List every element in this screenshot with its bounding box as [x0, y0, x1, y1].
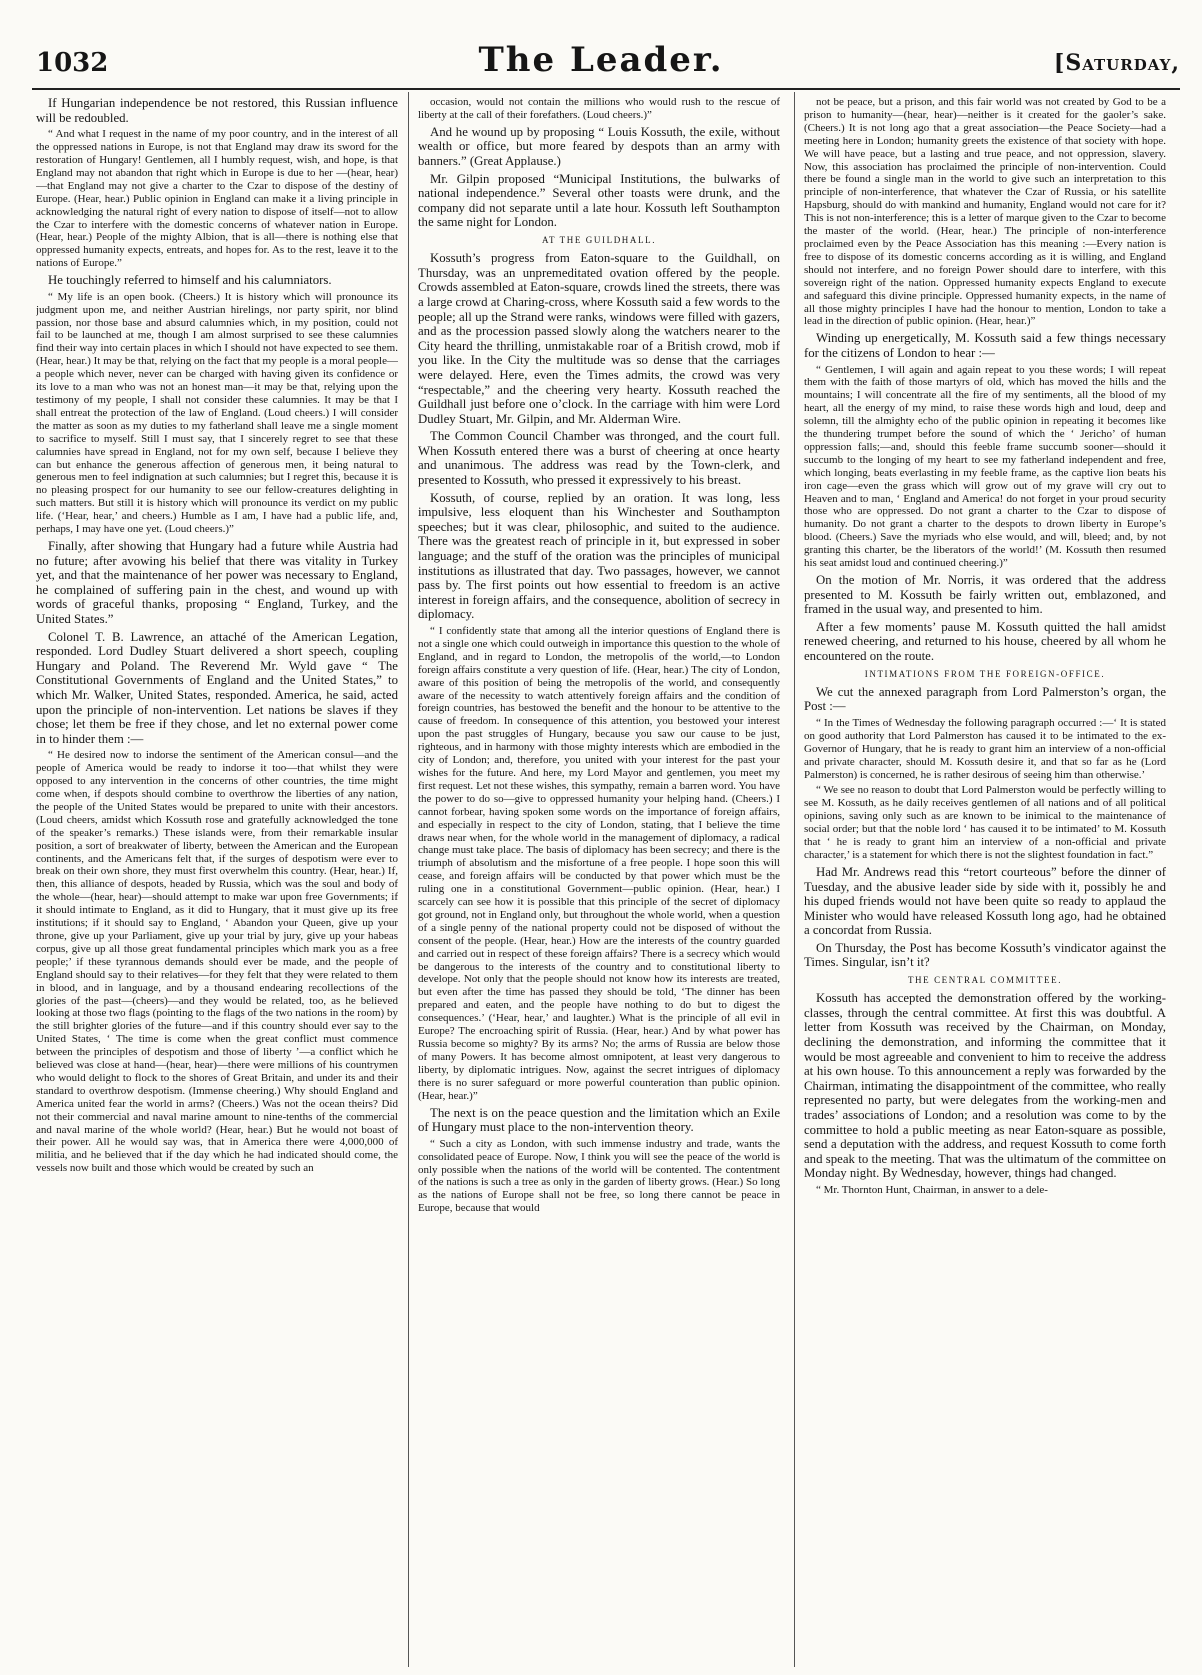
article-paragraph: “ And what I request in the name of my poor country, and in the interest of all the oppressed nations in Europe, is not that England may draw its sword for the restoration of Hungary! Gentlemen, all I humbly request, wish, and hope, is that England may not abandon that right which in Europe is due to her —(hear, hear)—that England may not give a charter to the Czar to dispose of the destiny of Europe. (Hear, hear.) Public opinion in England can make it a living principle in acknowledging the natural right of every nation to dispose of itself—not to allow the Czar to interfere with the domestic concerns of whatever nation in Europe. (Hear, hear.) People of the mighty Albion, that is all—there is nothing else that oppressed humanity expects, entreats, and hopes for. As to the rest, leave it to the nations of Europe.”: [36, 128, 398, 270]
article-paragraph: Kossuth, of course, replied by an oration. It was long, less impulsive, less eloquent than his Winchester and Southampton speeches; but it was clear, philosophic, and suited to the audience. There was the greatest reach of principle in it, but expressed in sober language; and the stuff of the oration was the principles of municipal institutions as illustrated that day. Two passages, however, we cannot pass by. The first points out how essential to freedom is an active interest in foreign affairs, and the consequence, abolition of secrecy in diplomacy.: [418, 490, 780, 622]
article-paragraph: occasion, would not contain the millions who would rush to the rescue of liberty at the call of their forefathers. (Loud cheers.)”: [418, 96, 780, 121]
article-paragraph: On the motion of Mr. Norris, it was ordered that the address presented to M. Kossuth be fairly written out, emblazoned, and framed in the usual way, and presented to him.: [804, 573, 1166, 617]
column-divider: [408, 92, 409, 1667]
article-paragraph: Colonel T. B. Lawrence, an attaché of the American Legation, responded. Lord Dudley Stuart delivered a short speech, coupling Hungary and Poland. The Reverend Mr. Wyld gave “ The Constitutional Governments of England and the United States,” to which Mr. Walker, United States, responded. America, he said, acted upon the principle of non-intervention. Let nations be slaves if they chose; let them be free if they chose, and let no external power come in to hinder them :—: [36, 629, 398, 746]
article-column-3: [804, 96, 1166, 1664]
article-paragraph: “ My life is an open book. (Cheers.) It is history which will pronounce its judgment upon me, and neither Austrian hirelings, nor party spirit, nor blind passion, nor those base and absurd calumnies which, in my position, could not fail to be launched at me, though I am almost surprised to see these calumnies find their way into certain places in which I should not have expected to see them. (Hear, hear.) It may be that, relying on the fact that my people is a moral people—a people which never, never can be charged with having given its confidence or its love to a man who was not an honest man—it may be that, relying upon the testimony of my people, I shall not consider these calumnies. It may be that I shall entreat the protection of the law of England. (Loud cheers.) I will consider the matter as soon as my duties to my fatherland shall leave me a single moment to sacrifice to myself. Still I must say, that I sincerely regret to see that these calumnies have spread in England, not for my own self, because I believe they can but enhance the generous affection of generous men, it being natural to generous men to feel indignation at such calumnies; but I regret this, because it is no pleasing prospect for our humanity to see our fellow-creatures delighting in such matters. But still it is history which will pronounce its verdict on my public life. (‘Hear, hear,’ and cheers.) Humble as I am, I have had a public life, and, perhaps, I may have one yet. (Loud cheers.)”: [36, 290, 398, 536]
header-rule: [32, 88, 1180, 90]
article-paragraph: Kossuth’s progress from Eaton-square to the Guildhall, on Thursday, was an unpremeditated ovation offered by the people. Crowds assembled at Eaton-square, crowds lined the streets, there was a large crowd at Charing-cross, where Kossuth said a few words to the people; all up the Strand were ranks, windows were filled with gazers, and as the procession passed slowly along the watchers nearer to the City heard the thrilling, unmistakable roar of a British crowd, mob if you like. In the City the multitude was so dense that the carriages were delayed. Here, even the Times admits, the crowd was very “respectable,” and the cheering very hearty. Kossuth reached the Guildhall just before one o’clock. In the carriage with him were Lord Dudley Stuart, Mr. Gilpin, and Mr. Alderman Wire.: [418, 251, 780, 426]
article-paragraph: Winding up energetically, M. Kossuth said a few things necessary for the citizens of London to hear :—: [804, 331, 1166, 360]
article-paragraph: “ Gentlemen, I will again and again repeat to you these words; I will repeat them with the faith of those martyrs of old, which has moved the hills and the mountains; I will concentrate all the fire of my sentiments, all the blood of my heart, all the energy of my mind, to raise these words high and loud, deep and solemn, till the almighty echo of the public opinion in repeating it becomes like the thundering trumpet before the sound of which the ‘ Jericho’ of human oppression falls;—and, should this feeble frame succumb sooner—should it succumb to the longing of my heart to see my fatherland independent and free, which longing, beats everlasting in my feeble frame, as the captive lion beats his iron cage—even the grass which will grow out of my grave will cry out to Heaven and to man, ‘ England and America! do not forget in your proud security those who are oppressed. Do not grant a charter to the Czar to dispose of humanity. Do not grant a charter to the despots to drown liberty in Europe’s blood. (Cheers.) Save the myriads who else would, and will, bleed; and, by not granting this charter, be the liberators of the world!’ (M. Kossuth then resumed his seat amidst loud and continued cheering.)”: [804, 363, 1166, 570]
page-number: 1032: [36, 48, 109, 78]
section-heading: THE CENTRAL COMMITTEE.: [907, 975, 1063, 986]
article-paragraph: not be peace, but a prison, and this fair world was not created by God to be a prison to humanity—(hear, hear)—neither is it created for the gaoler’s sake. (Cheers.) It is not long ago that a great association—the Peace Society—had a meeting here in London; humanity greets the existence of that society with hope. We will have peace, but a lasting and true peace, and not oppression, slavery. Now, this association has proclaimed the principle of non-intervention. Could there be found a single man in the world to give such an interpretation to this principle of non-interference, that whatever the Czar of Russia, or his satellite Hapsburg, should do with mankind and humanity, England would not care for it? This is not non-interference; this is a letter of marque given to the Czar to become the master of the world. (Hear, hear.) The principle of non-interference proclaimed even by the Peace Association has this meaning :—Every nation is free to dispose of its domestic concerns according as it is willing, and England should not interfere, and no foreign Power should dare to interfere, with this sovereign right of the nation. Oppressed humanity expects England to execute and safeguard this divine principle. Oppressed humanity expects, in the name of all those mighty principles I have had the honour to mention, London to take a lead in the direction of public opinion. (Hear, hear.)”: [804, 96, 1166, 328]
section-heading: INTIMATIONS FROM THE FOREIGN-OFFICE.: [864, 668, 1106, 679]
article-paragraph: If Hungarian independence be not restored, this Russian influence will be redoubled.: [36, 96, 398, 125]
article-paragraph: “ Mr. Thornton Hunt, Chairman, in answer to a dele-: [816, 1184, 1048, 1196]
article-paragraph: “ We see no reason to doubt that Lord Palmerston would be perfectly willing to see M. Kossuth, as he daily receives gentlemen of all nations and of all political opinions, saving only such as are known to be inimical to the maintenance of social order; but that the noble lord ‘ has caused it to be intimated’ to M. Kossuth that ‘ he is ready to grant him an interview of a non-official and private character,’ is a statement for which there is not the slightest foundation in fact.”: [804, 784, 1166, 862]
article-paragraph: “ I confidently state that among all the interior questions of England there is not a single one which could outweigh in importance this question to the whole of England, and in regard to London, the metropolis of the world,—to London foreign affairs constitute a very question of life. (Hear, hear.) The city of London, aware of this position of being the metropolis of the world, and consequently aware of the necessity to watch attentively foreign affairs and the condition of foreign countries, has bestowed the benefit and the honour to be attentive to the cause of freedom. In consequence of this attention, you bestowed your interest upon the past struggles of Hungary, because you saw our cause to be just, righteous, and in harmony with those mighty interests which are embodied in the city of London; and, therefore, you united with your interest for the past your wishes for the future. And here, my Lord Mayor and gentlemen, you meet my first request. Let not these wishes, this sympathy, remain a barren word. You have the power to do so—give to oppressed humanity your helping hand. (Cheers.) I cannot forbear, having spoken some words on the importance of foreign affairs, and especially in respect to the city of London, stating, that I believe the time draws near when, for the whole world in the management of diplomacy, a radical change must take place. The basis of diplomacy has been secrecy; and there is the triumph of absolutism and the misfortune of a free people. I hope soon this will cease, and foreign affairs will be conducted by that power which must be the ruling one in a constitutional Government—public opinion. (Hear, hear.) I scarcely can see how it is possible that this principle of the secret of diplomacy got ground, not in England only, but throughout the whole world, when a question of a single penny of the national property could not be disposed of without the consent of the people. (Hear, hear.) How are the interests of the country guarded and carried out in respect of these foreign affairs? There is a secrecy which would be dangerous to the interests of the country and to constitutional liberty to develope. Not only that the people should not know how its interests are treated, but even after the time has passed they should be told, ‘The dinner has been prepared and eaten, and the people have nothing to do but to digest the consequences.’ (‘Hear, hear,’ and laughter.) What is the principle of all evil in Europe? The encroaching spirit of Russia. (Hear, hear.) And by what power has Russia become so mighty? By its arms? No; the arms of Russia are below those of many Powers. It has become almost omnipotent, at least very dangerous to liberty, by diplomatic intrigues. Now, against the secret intrigues of diplomacy there is no surer safeguard or more powerful counteration than public opinion. (Hear, hear.)”: [418, 625, 780, 1102]
article-paragraph: “ Such a city as London, with such immense industry and trade, wants the consolidated peace of Europe. Now, I think you will see the peace of the world is only possible when the nations of the world will be contented. The contentment of the nations is such a tree as only in the garden of liberty grows. (Hear.) So long as the nations of Europe shall not be free, so long there cannot be peace in Europe, because that would: [418, 1137, 780, 1215]
newspaper-title: The Leader.: [478, 40, 724, 80]
article-paragraph: After a few moments’ pause M. Kossuth quitted the hall amidst renewed cheering, and returned to his house, cheered by all whom he encountered on the route.: [804, 619, 1166, 663]
article-paragraph: Mr. Gilpin proposed “Municipal Institutions, the bulwarks of national independence.” Several other toasts were drunk, and the company did not separate until a late hour. Kossuth left Southampton the same night for London.: [418, 171, 780, 230]
article-paragraph: We cut the annexed paragraph from Lord Palmerston’s organ, the Post :—: [804, 684, 1166, 714]
column-divider: [794, 92, 795, 1667]
article-paragraph: Had Mr. Andrews read this “retort courteous” before the dinner of Tuesday, and the abusive leader side by side with it, possibly he and his duped friends would not have been quite so ready to applaud the Minister who would have released Kossuth long ago, had he obtained a concordat from Russia.: [804, 864, 1166, 938]
issue-day: [Saturday,: [1053, 50, 1180, 76]
article-paragraph: “ He desired now to indorse the sentiment of the American consul—and the people of America would be ready to indorse it too—that whilst they were opposed to any intervention in the concerns of other countries, the time might come when, if despots should combine to overthrow the liberties of any nation, the people of the United States would be prepared to unite with their ancestors. (Loud cheers, amidst which Kossuth rose and gratefully acknowledged the tone of the speaker’s remarks.) These islands were, from their remarkable insular position, a sort of breakwater of liberty, between the American and the European continents, and the Americans felt that, if the surges of despotism were ever to break on their own shore, they must first overwhelm this country. (Hear, hear.) If, then, this alliance of despots, headed by Russia, which was the soul and body of the whole—(hear, hear)—should attempt to make war upon free Governments; if it should intimate to England, as it did to Hungary, that it must give up its free institutions; if it should say to England, ‘ Abandon your Queen, give up your throne, give up your Parliament, give up your trial by jury, give up your habeas corpus, give up all those great fundamental principles which mark you as a free people;’ if these tyrannous demands should ever be made, and the people of England should say to their relatives—for they felt that they were related to them in blood, and in language, and by a thousand endearing recollections of the glories of the past—(cheers)—and they would be related, too, as he believed looking at those two flags (pointing to the flags of the two nations in the room) by the still brighter glories of the future—and if this country should ever say to the United States, ‘ The time is come when the great conflict must commence between the principles of despotism and those of liberty ’—a conflict which he believed was close at hand—(hear, hear)—there were millions of his countrymen who would delight to flock to the shores of Great Britain, and under its and their standard to overthrow despotism. (Immense cheering.) Why should England and America united fear the world in arms? (Cheers.) Was not the ocean theirs? Did not their commercial and naval marine amount to nine-tenths of the commercial and naval marine of the whole world? (Hear, hear.) But he would not boast of their power. All he would say was, that in America there were 4,000,000 of militia, and he believed that if the day which he had indicated should come, the vessels now built and those which would be created by such an: [36, 749, 398, 1175]
article-paragraph: He touchingly referred to himself and his calumniators.: [48, 273, 332, 288]
section-heading: AT THE GUILDHALL.: [541, 234, 657, 245]
article-paragraph: The Common Council Chamber was thronged, and the court full. When Kossuth entered there was a burst of cheering at once hearty and unanimous. The address was read by the Town-clerk, and presented to Kossuth, who pressed it expressively to his breast.: [418, 429, 780, 488]
article-column-1: [36, 96, 398, 1664]
article-paragraph: And he wound up by proposing “ Louis Kossuth, the exile, without wealth or office, but more feared by despots than an army with banners.” (Great Applause.): [418, 124, 780, 168]
article-paragraph: Finally, after showing that Hungary had a future while Austria had no future; after avowing his belief that there was vitality in Turkey yet, and that the maintenance of her power was necessary to England, he complained of suffering pain in the chest, and wound up with words of graceful thanks, proposing “ England, Turkey, and the United States.”: [36, 538, 398, 626]
article-paragraph: On Thursday, the Post has become Kossuth’s vindicator against the Times. Singular, isn’t it?: [804, 940, 1166, 970]
article-paragraph: “ In the Times of Wednesday the following paragraph occurred :—‘ It is stated on good authority that Lord Palmerston has caused it to be intimated to the ex-Governor of Hungary, that he is ready to grant him an interview of a non-official and private character, should M. Kossuth desire it, and that so far as he (Lord Palmerston) is concerned, he is rather desirous of seeing him than otherwise.’: [804, 716, 1166, 781]
article-column-2: [418, 96, 780, 1664]
article-paragraph: Kossuth has accepted the demonstration offered by the working-classes, through the central committee. At first this was doubtful. A letter from Kossuth was received by the Chairman, on Monday, declining the demonstration, and informing the committee that it would be most agreeable and convenient to him to receive the address at his own house. To this announcement a reply was forwarded by the Chairman, intimating the disappointment of the committee, who really represented no party, but were delegates from the working-men and trades’ associations of London; and a resolution was come to by the committee to hold a public meeting as near Eaton-square as possible, send a deputation with the address, and request Kossuth to come forth and speak to the meeting. That was the ultimatum of the committee on Monday night. By Wednesday, however, things had changed.: [804, 991, 1166, 1181]
masthead: [0, 0, 1202, 90]
article-paragraph: The next is on the peace question and the limitation which an Exile of Hungary must place to the non-intervention theory.: [418, 1105, 780, 1135]
